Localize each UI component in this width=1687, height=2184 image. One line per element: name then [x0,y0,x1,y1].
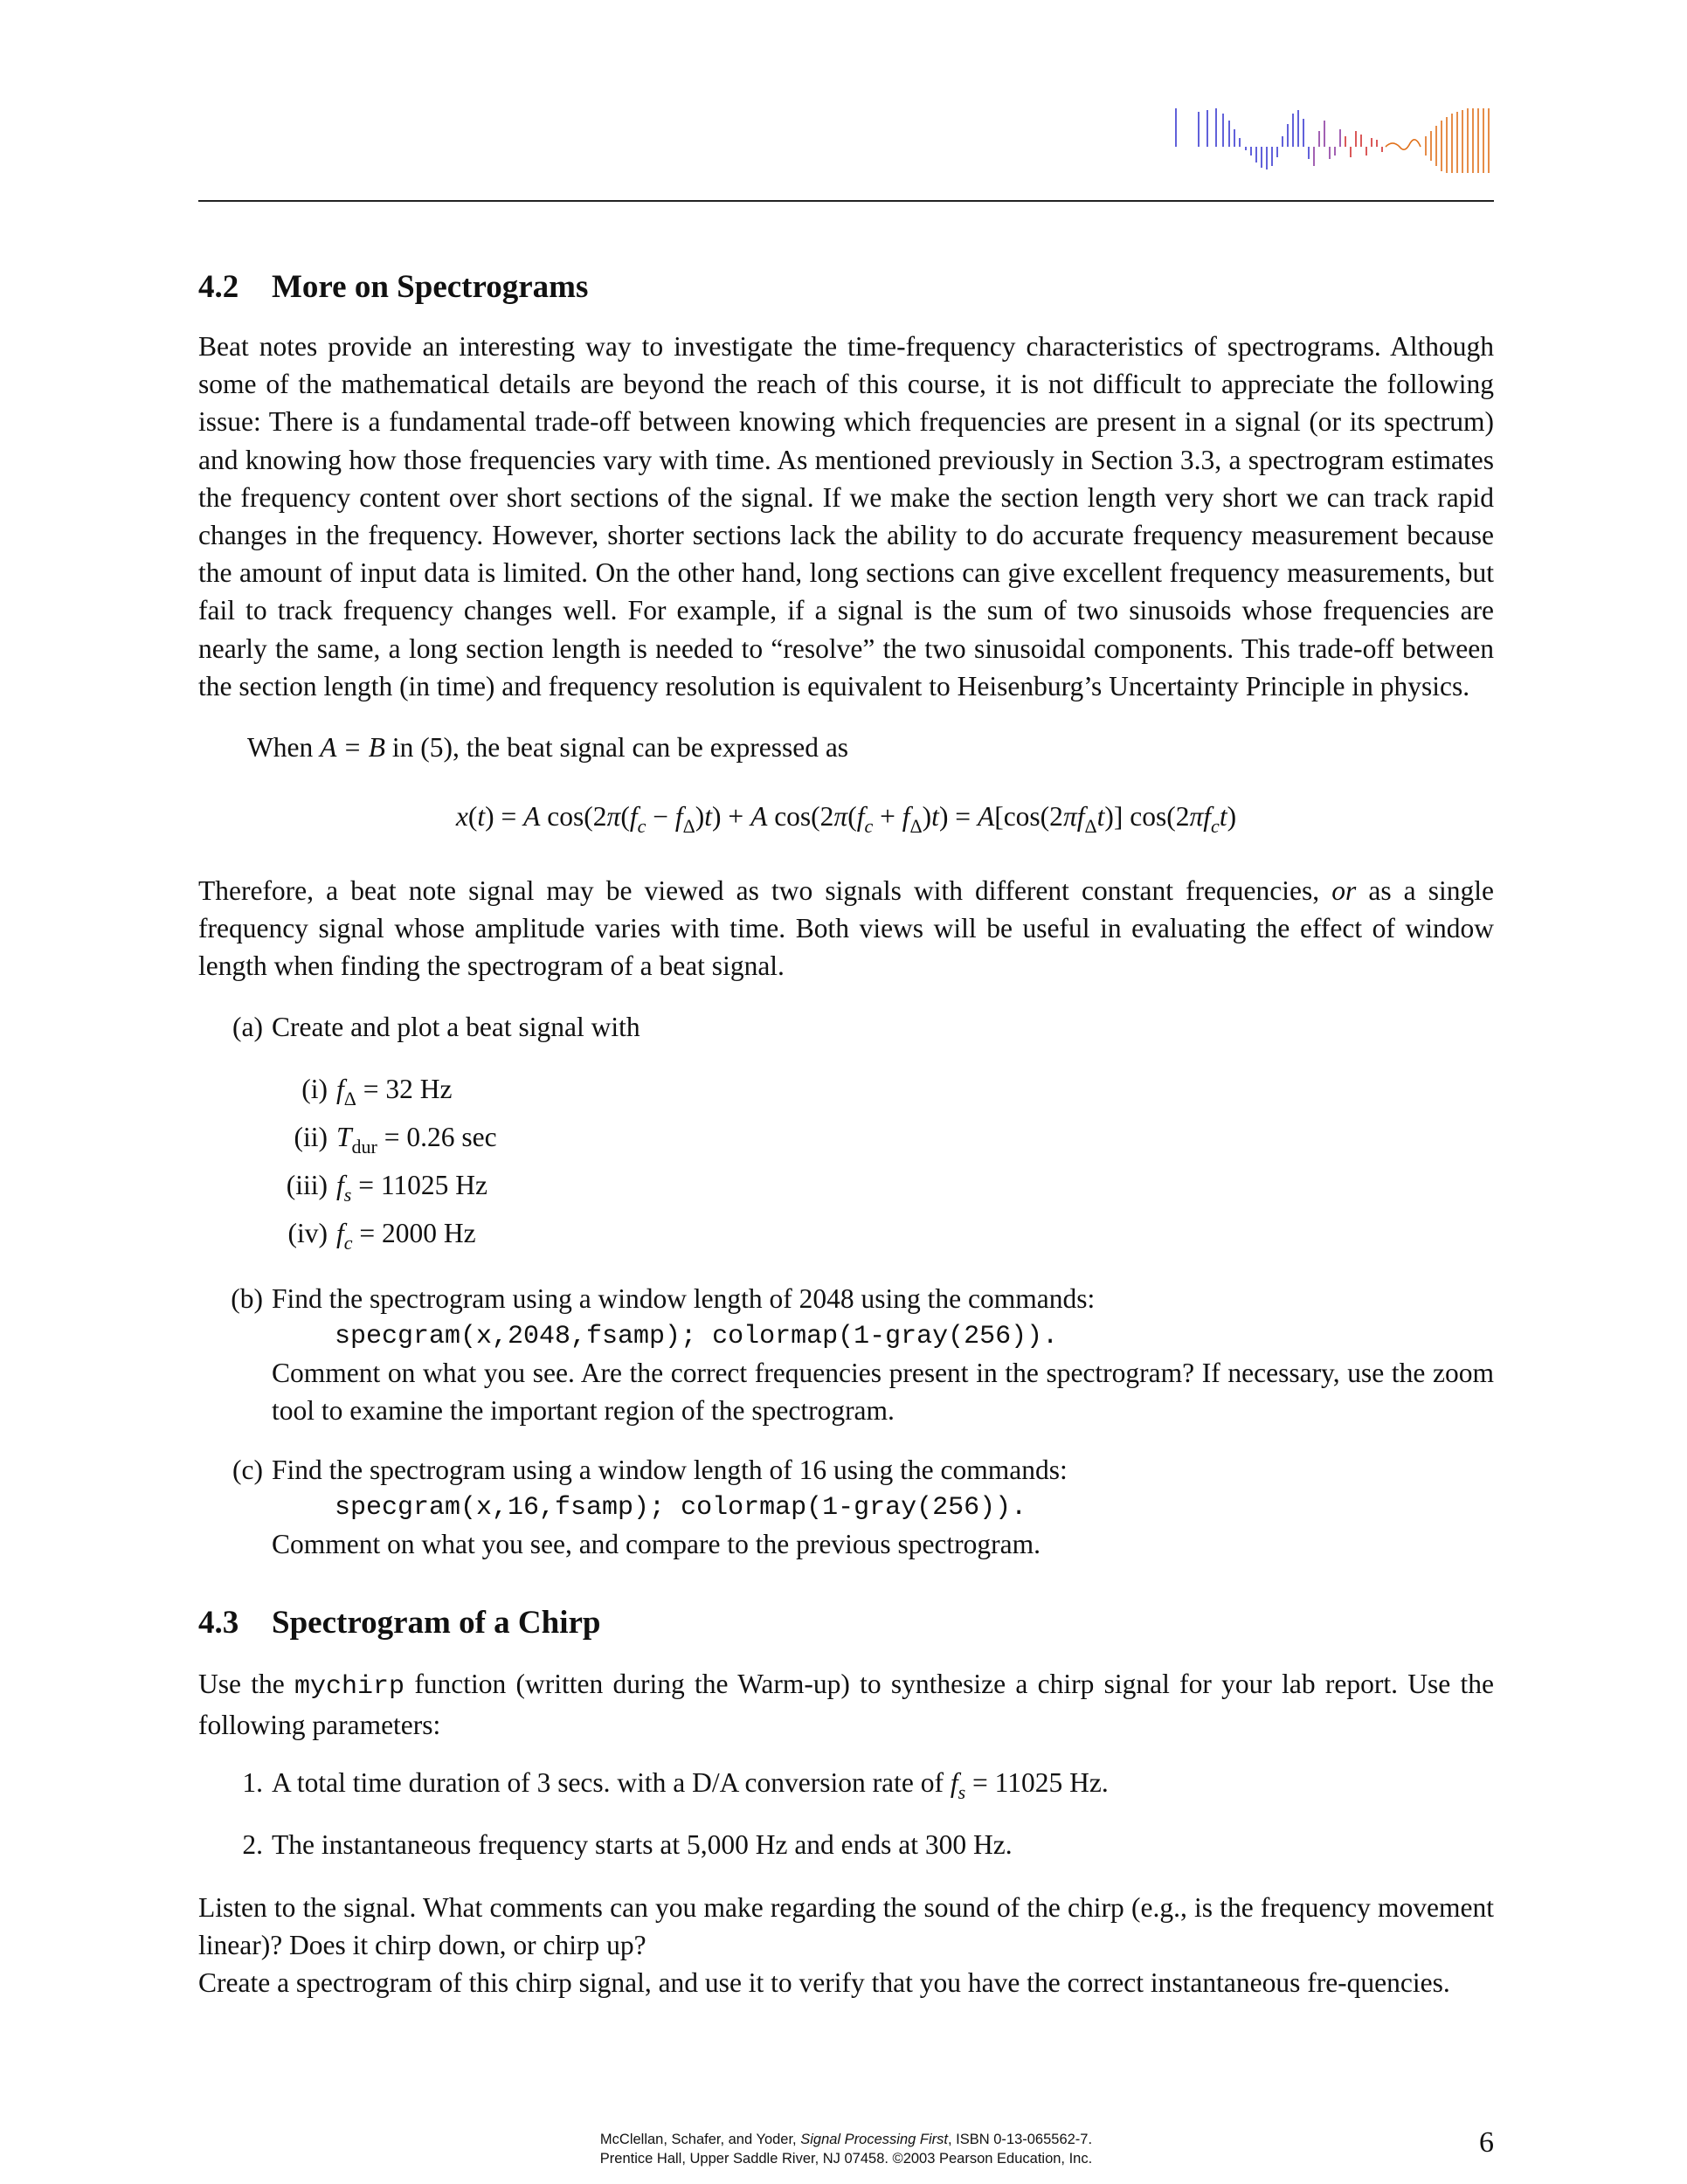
footer-line-1 [198,2130,1494,2149]
subitem-fs: (iii) $f_s = 11025$ Hz [336,1166,487,1213]
paragraph-listen: Listen to the signal. What comments can you make regarding the sound of the chirp (e.g., is the frequency movement linear)? Does it chirp down, or chirp up? [198,1892,1494,1961]
text-span: function (written during the Warm-up) to synthesize a chirp signal for your lab report. Use the following parameters: [198,1669,1494,1741]
paragraph-beat-intro [198,729,1494,766]
code-specgram-16: specgram(x,16,fsamp); colormap(1-gray(256)). [335,1493,1027,1523]
footer-line-2: Prentice Hall, Upper Saddle River, NJ 07458. ©2003 Pearson Education, Inc. [599,2151,1093,2167]
part-c [232,1451,1068,1489]
document-page [198,0,1494,2184]
part-label: (c) [232,1455,263,1485]
subitem-f-delta: (i) $f_\Delta = 32$ Hz [336,1070,453,1117]
part-text: Find the spectrogram using a window length of 2048 using the commands: [272,1283,1096,1314]
part-text: Create and plot a beat signal with [272,1012,640,1042]
math-a-equals-b: A = B [320,732,386,763]
section-heading-4-3 [198,1606,600,1641]
part-b [231,1280,1096,1317]
subitem-value: = 32 Hz [363,1074,453,1104]
subitem-label: (iv) [287,1218,328,1248]
book-title: Signal Processing First [800,2132,948,2147]
section-title: More on Spectrograms [272,269,589,305]
subitem-value: = 0.26 sec [384,1122,497,1152]
beat-equation: x(t) = A $\cos(2\pi(f_c - f_\Delta)t) + A$ $\cos(2\pi(f_c + f_\Delta)t) = A[\cos(2\pi f_\Delta t)]$ $\cos(2\pi f_ct)$ [455,801,1237,837]
paragraph-create-spectrogram: Create a spectrogram of this chirp signal, and use it to verify that you have the correct instantaneous fre-quencies. [198,1967,1450,1998]
list-item-2 [242,1826,1013,1863]
part-b-comment: Comment on what you see. Are the correct frequencies present in the spectrogram? If necessary, use the zoom tool to examine the important region of the spectrogram. [272,1358,1494,1427]
text-span: McClellan, Schafer, and Yoder, [599,2132,801,2147]
part-text: Find the spectrogram using a window length of 16 using the commands: [272,1455,1068,1485]
subitem-value: = 2000 Hz [359,1218,476,1248]
page-number: 6 [1479,2126,1494,2159]
text-span: , ISBN 0-13-065562-7. [947,2132,1093,2147]
subitem-t-dur: (ii) $T_{dur} = 0.26$ sec [336,1118,497,1165]
list-label: 1. [242,1767,263,1798]
section-title: Spectrogram of a Chirp [272,1605,601,1641]
subitem-label: (ii) [294,1122,328,1152]
subitem-label: (i) [301,1074,328,1104]
text-span: Use the [198,1669,295,1699]
text-span: in (5), the beat signal can be expressed as [385,732,849,763]
function-name-mychirp: mychirp [294,1672,405,1702]
subitem-label: (iii) [286,1170,328,1200]
text-span: When [247,732,321,763]
section-number: 4.3 [198,1605,239,1641]
list-text: The instantaneous frequency starts at 5,000 Hz and ends at 300 Hz. [272,1829,1013,1860]
text-span: Therefore, a beat note signal may be viewed as two signals with different constant frequencies, [198,875,1332,906]
list-text: = 11025 Hz. [965,1767,1109,1798]
paragraph-beat-interpretation [198,872,1494,985]
emphasis-or: or [1331,875,1357,906]
header-rule [198,200,1494,202]
list-label: 2. [242,1829,263,1860]
subitem-fc: (iv) $f_c = 2000$ Hz [336,1214,476,1261]
code-specgram-2048: specgram(x,2048,fsamp); colormap(1-gray(256)). [335,1322,1059,1351]
part-label: (b) [231,1283,263,1314]
section-heading-4-2 [198,270,588,305]
paragraph-spectrogram-tradeoff: Beat notes provide an interesting way to investigate the time-frequency characteristics of spectrograms. Although some of the mathematical details are beyond the reach of this course, it is not difficult to appreciate the following issue: There is a fundamental trade-off between knowing which frequencies are present in a signal (or its spectrum) and knowing how those frequencies vary with time. As mentioned previously in Section 3.3, a spectrogram estimates the frequency content over short sections of the signal. If we make the section length very short we can track rapid changes in the frequency. However, shorter sections lack the ability to do accurate frequency measurement because the amount of input data is limited. On the other hand, long sections can give excellent frequency measurements, but fail to track frequency changes well. For example, if a signal is the sum of two sinusoids whose frequencies are nearly the same, a long section length is needed to “resolve” the two sinusoidal components. This trade-off between the section length (in time) and frequency resolution is equivalent to Heisenburg’s Uncertainty Principle in physics. [198,331,1494,702]
text-span: as a single frequency signal whose amplitude varies with time. Both views will be useful in evaluating the effect of window length when finding the spectrogram of a beat signal. [198,875,1494,982]
part-label: (a) [232,1012,263,1042]
signal-waveform-icon [1172,105,1494,175]
paragraph-chirp-intro [198,1665,1494,1744]
section-number: 4.2 [198,269,239,305]
list-text: A total time duration of 3 secs. with a D/A conversion rate of [272,1767,951,1798]
part-c-comment: Comment on what you see, and compare to the previous spectrogram. [272,1529,1041,1559]
subitem-value: = 11025 Hz [358,1170,488,1200]
part-a [232,1008,640,1046]
footer-citation [198,2130,1494,2168]
list-item-1: 1. A total time duration of 3 secs. with a D/A conversion rate of $f_s = 11025$ Hz. [272,1764,1109,1811]
